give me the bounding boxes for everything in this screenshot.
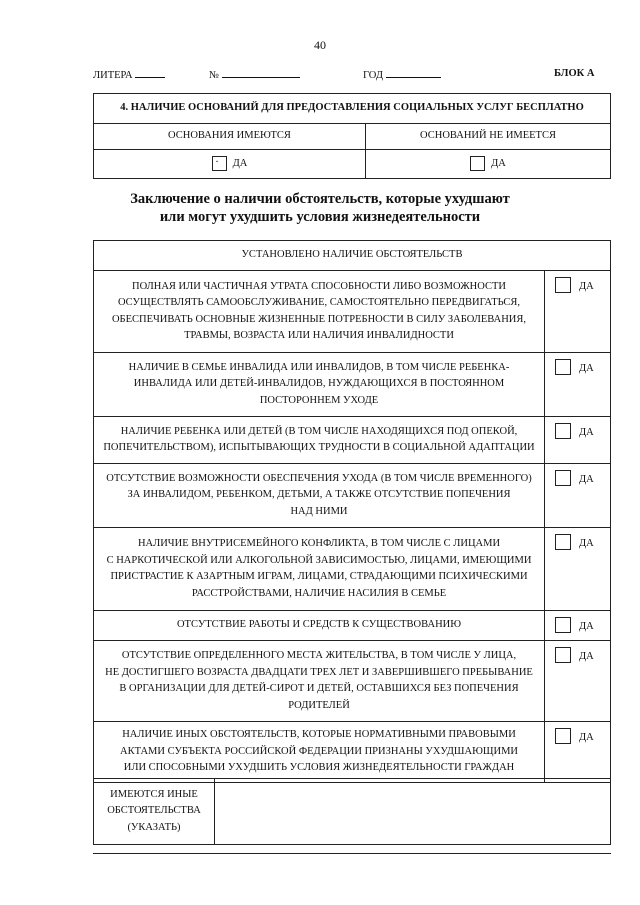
circumstance-line: ОТСУТСТВИЕ ВОЗМОЖНОСТИ ОБЕСПЕЧЕНИЯ УХОДА (В ТОМ ЧИСЛЕ ВРЕМЕННОГО) [106, 472, 532, 484]
circumstance-da-cell [545, 464, 611, 528]
circumstance-text [94, 722, 545, 783]
circumstance-da-label: ДА [579, 732, 594, 743]
page-number: 40 [314, 38, 326, 52]
circumstance-checkbox[interactable] [555, 277, 571, 293]
other-label-line: ИМЕЮТСЯ ИНЫЕ [110, 788, 198, 800]
circumstance-line: НАЛИЧИЕ ВНУТРИСЕМЕЙНОГО КОНФЛИКТА, В ТОМ ЧИСЛЕ С ЛИЦАМИ [137, 538, 501, 549]
circumstance-da-cell [545, 722, 611, 783]
circumstance-line: НАЛИЧИЕ ИНЫХ ОБСТОЯТЕЛЬСТВ, КОТОРЫЕ НОРМАТИВНЫМИ ПРАВОВЫМИ [122, 729, 516, 741]
grounds-absent-checkbox[interactable] [470, 156, 485, 171]
circumstance-row [94, 611, 611, 641]
litera-label: ЛИТЕРА [93, 70, 133, 81]
circumstance-line: АКТАМИ СУБЪЕКТА РОССИЙСКОЙ ФЕДЕРАЦИИ ПРИЗНАНЫ УХУДШАЮЩИМИ [120, 745, 518, 757]
bottom-rule [93, 853, 611, 854]
circumstance-da-cell [545, 417, 611, 464]
circumstance-da-cell [545, 528, 611, 611]
circumstance-da-label: ДА [579, 363, 594, 374]
circumstance-line: ТРАВМЫ, ВОЗРАСТА ИЛИ НАЛИЧИЯ ИНВАЛИДНОСТИ [184, 330, 454, 341]
circumstance-row [94, 464, 611, 528]
number-input[interactable] [222, 68, 300, 78]
circumstance-line: ОТСУТСТВИЕ РАБОТЫ И СРЕДСТВ К СУЩЕСТВОВАНИЮ [176, 619, 462, 631]
circumstance-line: ОСУЩЕСТВЛЯТЬ САМООБСЛУЖИВАНИЕ, САМОСТОЯТЕЛЬНО ПЕРЕДВИГАТЬСЯ, [117, 297, 521, 308]
circumstance-checkbox[interactable] [555, 617, 571, 633]
circumstance-line: С НАРКОТИЧЕСКОЙ ИЛИ АЛКОГОЛЬНОЙ ЗАВИСИМОСТЬЮ, ЛИЦАМИ, ИМЕЮЩИМИ [106, 554, 532, 566]
year-field [363, 68, 441, 81]
circumstance-text [94, 641, 545, 722]
circumstance-line: ОБЕСПЕЧИВАТЬ ОСНОВНЫЕ ЖИЗНЕННЫЕ ПОТРЕБНОСТИ В СИЛУ ЗАБОЛЕВАНИЯ, [111, 313, 527, 325]
litera-field [93, 68, 165, 81]
circumstance-text [94, 464, 545, 528]
section4-table [93, 93, 611, 179]
circumstance-checkbox[interactable] [555, 534, 571, 550]
circumstance-line: ЗА ИНВАЛИДОМ, РЕБЕНКОМ, ДЕТЬМИ, А ТАКЖЕ ОТСУТСТВИЕ ПОПЕЧЕНИЯ [127, 489, 511, 501]
circumstance-checkbox[interactable] [555, 470, 571, 486]
circumstance-line: РОДИТЕЛЕЙ [288, 699, 350, 711]
circumstance-checkbox[interactable] [555, 728, 571, 744]
circumstance-da-cell [545, 353, 611, 417]
circumstance-row [94, 528, 611, 611]
circumstance-text [94, 271, 545, 353]
circumstance-line: ИНВАЛИДА ИЛИ ДЕТЕЙ-ИНВАЛИДОВ, НУЖДАЮЩИХСЯ В ПОСТОЯННОМ [133, 378, 505, 390]
year-input[interactable] [386, 68, 441, 78]
circumstance-da-label: ДА [579, 621, 594, 632]
year-label: ГОД [363, 70, 384, 81]
litera-input[interactable] [135, 68, 165, 78]
grounds-exist-da: ДА [232, 157, 248, 169]
circumstance-da-label: ДА [579, 281, 594, 292]
circumstance-row [94, 641, 611, 722]
conclusion-title-line1: Заключение о наличии обстоятельств, которые ухудшают [130, 191, 510, 207]
other-circumstances-input[interactable] [215, 779, 611, 845]
circumstance-line: НАЛИЧИЕ В СЕМЬЕ ИНВАЛИДА ИЛИ ИНВАЛИДОВ, В ТОМ ЧИСЛЕ РЕБЕНКА- [128, 361, 510, 373]
circumstance-line: ПОЛНАЯ ИЛИ ЧАСТИЧНАЯ УТРАТА СПОСОБНОСТИ ЛИБО ВОЗМОЖНОСТИ [132, 280, 506, 292]
circumstance-text [94, 353, 545, 417]
circumstance-text [94, 528, 545, 611]
circumstance-da-label: ДА [579, 474, 594, 485]
circumstance-line: ИЛИ СПОСОБНЫМИ УХУДШИТЬ УСЛОВИЯ ЖИЗНЕДЕЯТЕЛЬНОСТИ ГРАЖДАН [123, 762, 515, 774]
circumstance-row [94, 417, 611, 464]
circumstance-checkbox[interactable] [555, 647, 571, 663]
grounds-absent-cell [366, 150, 611, 179]
other-circumstances-table [93, 778, 611, 845]
circumstance-text [94, 417, 545, 464]
circumstance-line: ПОПЕЧИТЕЛЬСТВОМ), ИСПЫТЫВАЮЩИХ ТРУДНОСТИ В СОЦИАЛЬНОЙ АДАПТАЦИИ [103, 442, 535, 453]
circumstance-da-label: ДА [579, 427, 594, 438]
circumstance-line: РАССТРОЙСТВАМИ, НАЛИЧИЕ НАСИЛИЯ В СЕМЬЕ [191, 587, 447, 599]
circumstance-row [94, 722, 611, 783]
circumstance-da-label: ДА [579, 538, 594, 549]
circumstance-checkbox[interactable] [555, 359, 571, 375]
section4-title: 4. НАЛИЧИЕ ОСНОВАНИЙ ДЛЯ ПРЕДОСТАВЛЕНИЯ СОЦИАЛЬНЫХ УСЛУГ БЕСПЛАТНО [94, 94, 611, 124]
circumstance-line: ПОСТОРОННЕМ УХОДЕ [259, 394, 379, 406]
grounds-absent-da: ДА [491, 157, 506, 169]
conclusion-title [0, 190, 640, 226]
circumstance-row [94, 353, 611, 417]
circumstance-line: В ОРГАНИЗАЦИИ ДЛЯ ДЕТЕЙ-СИРОТ И ДЕТЕЙ, ОСТАВШИХСЯ БЕЗ ПОПЕЧЕНИЯ [119, 683, 519, 694]
circumstance-da-cell [545, 611, 611, 641]
conclusion-title-line2: или могут ухудшить условия жизнедеятельности [159, 209, 481, 225]
circumstances-header: УСТАНОВЛЕНО НАЛИЧИЕ ОБСТОЯТЕЛЬСТВ [94, 241, 611, 271]
block-label: БЛОК А [554, 68, 595, 79]
grounds-exist-checkbox[interactable] [212, 156, 227, 171]
circumstance-da-cell [545, 641, 611, 722]
circumstance-text [94, 611, 545, 641]
number-field [209, 68, 300, 81]
circumstance-line: НАД НИМИ [290, 505, 348, 517]
other-label-line: (УКАЗАТЬ) [127, 821, 181, 833]
circumstance-da-cell [545, 271, 611, 353]
circumstance-line: ПРИСТРАСТИЕ К АЗАРТНЫМ ИГРАМ, ЛИЦАМИ, СТРАДАЮЩИМИ ПСИХИЧЕСКИМИ [110, 571, 528, 582]
circumstance-checkbox[interactable] [555, 423, 571, 439]
grounds-exist-cell [94, 150, 366, 179]
circumstance-line: НЕ ДОСТИГШЕГО ВОЗРАСТА ДВАДЦАТИ ТРЕХ ЛЕТ И ЗАВЕРШИВШЕГО ПРЕБЫВАНИЕ [105, 666, 533, 678]
grounds-absent-header: ОСНОВАНИЙ НЕ ИМЕЕТСЯ [366, 124, 611, 150]
circumstance-row [94, 271, 611, 353]
other-circumstances-label [94, 779, 215, 845]
grounds-exist-header: ОСНОВАНИЯ ИМЕЮТСЯ [94, 124, 366, 150]
circumstance-line: ОТСУТСТВИЕ ОПРЕДЕЛЕННОГО МЕСТА ЖИТЕЛЬСТВА, В ТОМ ЧИСЛЕ У ЛИЦА, [121, 650, 517, 661]
circumstance-line: НАЛИЧИЕ РЕБЕНКА ИЛИ ДЕТЕЙ (В ТОМ ЧИСЛЕ НАХОДЯЩИХСЯ ПОД ОПЕКОЙ, [120, 425, 518, 437]
circumstance-da-label: ДА [579, 651, 594, 662]
number-label: № [209, 70, 220, 81]
other-label-line: ОБСТОЯТЕЛЬСТВА [107, 805, 201, 817]
circumstances-table [93, 240, 611, 783]
